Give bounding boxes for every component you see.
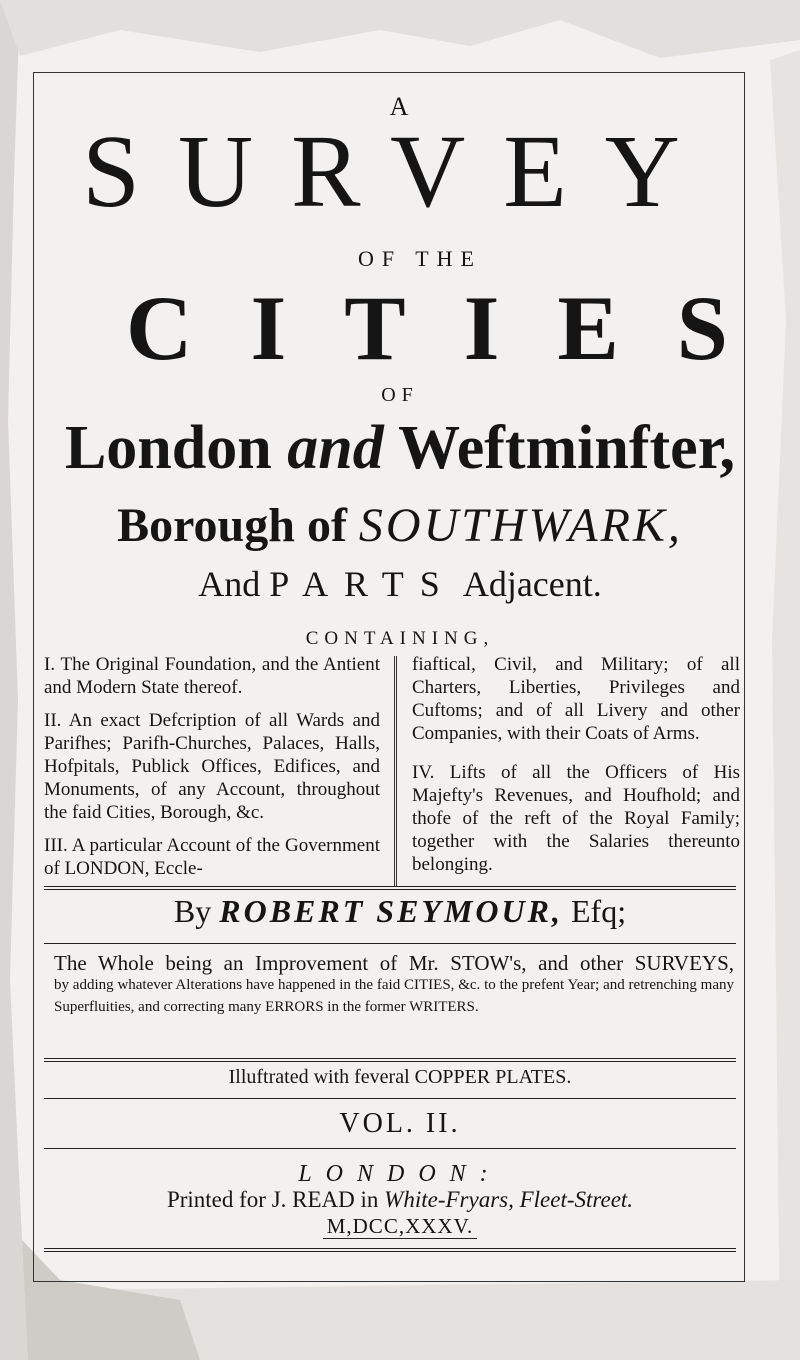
volume-label: VOL. II. (339, 1108, 461, 1139)
contents-left-column (44, 653, 380, 880)
contents-item-2: II. An exact Defcription of all Wards and Parifhes; Parifh-Churches, Palaces, Halls, Hofpitals, Publick Offices, Edifices, and Monuments, of any Account, throughout the faid Cities, Borough, &c. (44, 710, 380, 823)
imprint-city: LONDON: (298, 1161, 502, 1187)
containing-heading: CONTAINING, (305, 628, 495, 649)
improvement-rest: by adding whatever Alterations have happened in the faid CITIES, &c. to the prefent Year; and retrenching many Superfluities, and correcting many ERRORS in the former WRITERS. (54, 977, 734, 1015)
imprint-printer (0, 1187, 800, 1213)
column-divider (394, 656, 397, 886)
rule-below-author (44, 943, 736, 944)
borough-of: Borough of (117, 499, 347, 552)
contents-right-column (412, 653, 740, 876)
contents-item-3-cont: fiaftical, Civil, and Military; of all Charters, Liberties, Privileges and Cuftoms; and of all Livery and other Companies, with their Coats of Arms. (412, 654, 740, 744)
title-of: OF (381, 384, 419, 406)
illustrated-line: Illuftrated with feveral COPPER PLATES. (228, 1066, 572, 1088)
westminster-word: Weftminfter, (398, 414, 736, 482)
title-a: A (389, 92, 411, 121)
rule-above-illustrated (44, 1058, 736, 1062)
adjacent-word: Adjacent. (462, 564, 602, 604)
by-word: By (173, 893, 212, 929)
date-value: M,DCC,XXXV. (323, 1214, 478, 1239)
title-of-the: OF THE (358, 246, 482, 271)
printer-address: White-Fryars, Fleet-Street. (384, 1187, 634, 1212)
author-suffix: Efq; (570, 893, 627, 929)
london-word: London (64, 414, 272, 482)
improvement-lead: The Whole being an Improvement of Mr. STOW's, and other SURVEYS, (54, 951, 734, 975)
contents-item-1: I. The Original Foundation, and the Antient and Modern State thereof. (44, 654, 380, 698)
contents-item-3: III. A particular Account of the Government of LONDON, Eccle- (44, 835, 380, 879)
title-parts-adjacent (0, 566, 800, 602)
imprint-date (0, 1214, 800, 1239)
contents-item-4: IV. Lifts of all the Officers of His Majefty's Revenues, and Houfhold; and thofe of the reft of the Royal Family; together with the Salaries thereunto belonging. (412, 762, 740, 875)
and-italic: and (287, 414, 384, 482)
improvement-paragraph (54, 952, 734, 1018)
author-line (0, 893, 800, 930)
and-word: And (198, 564, 261, 604)
rule-above-author (44, 886, 736, 890)
author-name: ROBERT SEYMOUR, (219, 893, 563, 929)
title-cities: CITIES (126, 277, 786, 379)
bottom-rule (44, 1248, 736, 1252)
rule-above-volume (44, 1098, 736, 1099)
southwark-word: SOUTHWARK, (358, 499, 683, 552)
title-london-westminster (0, 414, 800, 482)
printed-for: Printed for J. READ in (166, 1187, 379, 1212)
parts-word: PARTS (269, 564, 456, 604)
title-borough (0, 499, 800, 552)
title-survey: SURVEY (82, 114, 718, 229)
rule-above-imprint (44, 1148, 736, 1149)
